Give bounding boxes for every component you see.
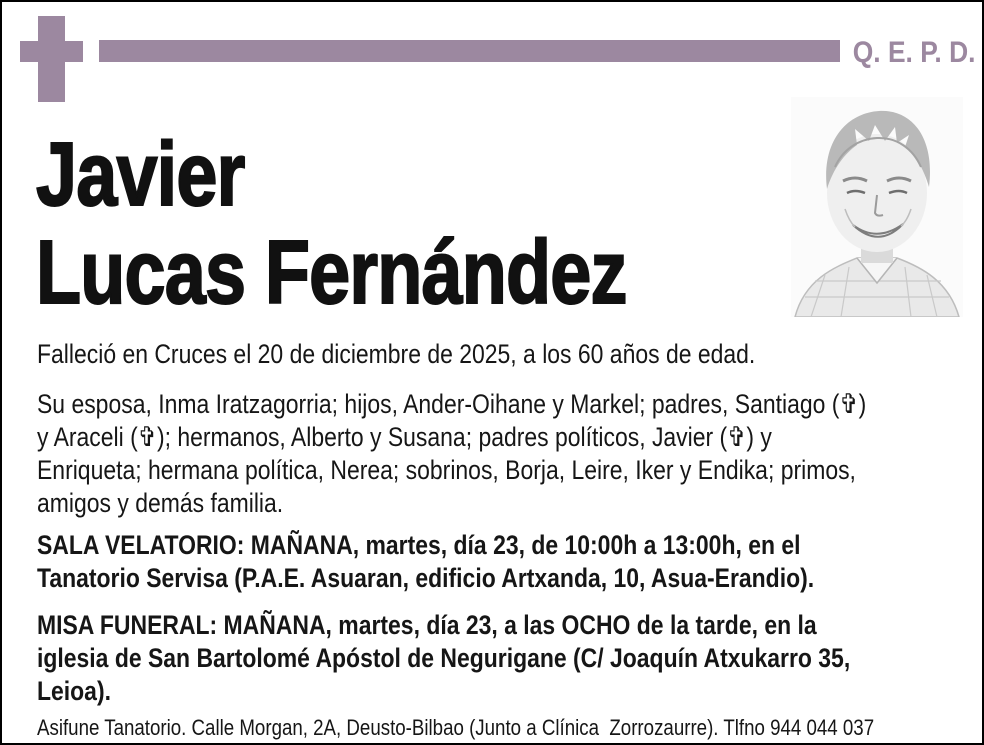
deceased-first-name: Javier (36, 125, 245, 225)
qepd-label: Q. E. P. D. (852, 36, 975, 69)
death-announcement: Falleció en Cruces el 20 de diciembre de 2025, a los 60 años de edad. (37, 339, 756, 369)
family-line: amigos y demás familia. (37, 488, 284, 518)
wake-info (37, 529, 951, 595)
cross-icon (20, 16, 83, 102)
funeral-line: iglesia de San Bartolomé Apóstol de Negurigane (C/ Joaquín Atxukarro 35, (37, 643, 851, 673)
cross-icon-horizontal-arm (20, 41, 83, 62)
family-line: Su esposa, Inma Iratzagorria; hijos, Ander-Oihane y Markel; padres, Santiago (✞) (37, 389, 867, 419)
portrait-photo (791, 97, 963, 317)
funeral-line: Leioa). (37, 676, 111, 706)
family-paragraph (37, 388, 984, 520)
wake-line: Tanatorio Servisa (P.A.E. Asuaran, edificio Artxanda, 10, Asua-Erandio). (37, 563, 815, 593)
family-line: y Araceli (✞); hermanos, Alberto y Susana; padres políticos, Javier (✞) y (37, 422, 772, 452)
deceased-name (36, 126, 756, 322)
funeral-info (37, 609, 984, 708)
deceased-surnames: Lucas Fernández (36, 223, 627, 323)
header-bar (99, 40, 840, 62)
family-line: Enriqueta; hermana política, Nerea; sobrinos, Borja, Leire, Iker y Endika; primos, (37, 455, 856, 485)
funeral-line: MISA FUNERAL: MAÑANA, martes, día 23, a las OCHO de la tarde, en la (37, 610, 817, 640)
wake-line: SALA VELATORIO: MAÑANA, martes, día 23, de 10:00h a 13:00h, en el (37, 530, 801, 560)
portrait-photo-image (791, 97, 963, 317)
funeral-home-contact: Asifune Tanatorio. Calle Morgan, 2A, Deusto-Bilbao (Junto a Clínica Zorrozaurre). Tlfno 944 044 037 (37, 715, 875, 740)
